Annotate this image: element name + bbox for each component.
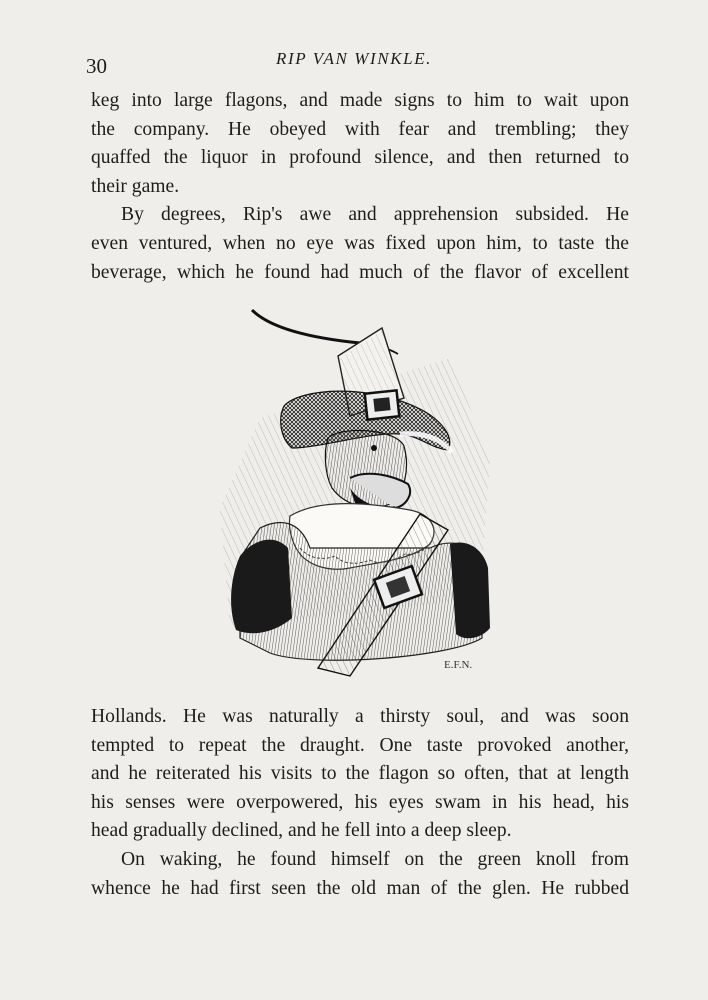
running-title: RIP VAN WINKLE. bbox=[275, 49, 433, 68]
text-line: the company. He obeyed with fear and trembling; they bbox=[91, 118, 629, 140]
paragraph bbox=[91, 201, 629, 287]
text-line: tempted to repeat the draught. One taste provoked another, bbox=[91, 734, 629, 756]
text-line: By degrees, Rip's awe and apprehension subsided. He bbox=[121, 204, 629, 226]
text-line: Hollands. He was naturally a thirsty soul, and was soon bbox=[91, 706, 629, 727]
text-line: his senses were overpowered, his eyes swam in his head, his bbox=[91, 791, 629, 813]
text-line: whence he had first seen the old man of the glen. He rubbed bbox=[91, 877, 629, 899]
text-line: beverage, which he found had much of the flavor of excellent bbox=[91, 261, 629, 283]
paragraph bbox=[91, 703, 629, 846]
paragraph bbox=[91, 846, 629, 903]
text-line: quaffed the liquor in profound silence, and then returned to bbox=[91, 147, 629, 169]
text-line: and he reiterated his visits to the flagon so often, that at length bbox=[91, 763, 629, 785]
artist-signature: E.F.N. bbox=[444, 659, 473, 671]
text-line: head gradually declined, and he fell into a deep sleep. bbox=[91, 820, 512, 842]
text-line: even ventured, when no eye was fixed upon him, to taste the bbox=[91, 232, 629, 254]
text-line: keg into large flagons, and made signs to him to wait upon bbox=[91, 90, 629, 111]
text-block-top bbox=[91, 87, 629, 287]
hat-feather bbox=[252, 310, 360, 343]
text-block-bottom bbox=[91, 703, 629, 903]
right-sleeve bbox=[450, 542, 490, 638]
text-line: their game. bbox=[91, 175, 180, 197]
page-number: 30 bbox=[86, 54, 107, 78]
paragraph bbox=[91, 87, 629, 201]
portrait-illustration bbox=[200, 298, 500, 686]
text-line: On waking, he found himself on the green knoll from bbox=[121, 848, 629, 870]
engraving-drawing bbox=[200, 298, 500, 686]
